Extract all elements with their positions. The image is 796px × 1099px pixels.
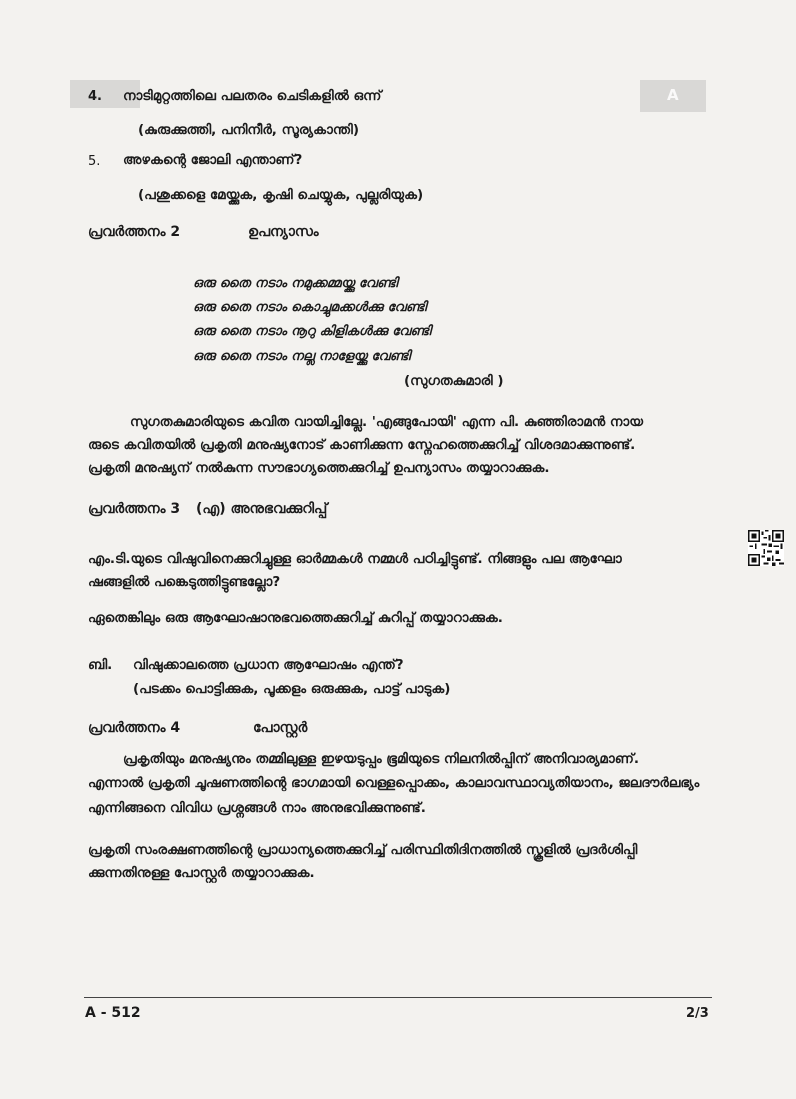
footer-page-number: 2/3 (686, 1006, 709, 1021)
activity-3-instruction: ഏതെങ്കിലും ഒരു ആഘോഷാനുഭവത്തെക്കുറിച്ച് കുറിപ്പ് തയ്യാറാക്കുക. (88, 610, 503, 626)
activity-3-label: പ്രവർത്തനം 3 (88, 501, 181, 517)
activity-4-label: പ്രവർത്തനം 4 (88, 720, 181, 736)
activity-4-paragraph-line-3: എന്നിങ്ങനെ വിവിധ പ്രശ്നങ്ങൾ നാം അനുഭവിക്കുന്നുണ്ട്. (88, 800, 426, 816)
question-5-options: (പശുക്കളെ മേയ്ക്കുക, കൃഷി ചെയ്യുക, പുല്ലരിയുക) (138, 187, 424, 203)
question-4-options: (കുരുക്കുത്തി, പനിനീർ, സൂര്യകാന്തി) (138, 122, 360, 138)
activity-4-task-line-2: ക്കുന്നതിനുള്ള പോസ്റ്റർ തയ്യാറാക്കുക. (88, 865, 315, 881)
activity-4-task-line-1: പ്രകൃതി സംരക്ഷണത്തിന്റെ പ്രാധാന്യത്തെക്കുറിച്ച് പരിസ്ഥിതിദിനത്തിൽ സ്കൂളിൽ പ്രദർശിപ്പി (88, 842, 638, 858)
corner-letter: A (667, 86, 679, 104)
activity-3-part-b-label: ബി. (88, 657, 113, 673)
question-4-number: 4. (88, 89, 102, 104)
poem-line-3: ഒരു തൈ നടാം നൂറു കിളികൾക്കു വേണ്ടി (193, 324, 431, 339)
question-4-text: നാടിമുറ്റത്തിലെ പലതരം ചെടികളിൽ ഒന്ന് (123, 88, 382, 104)
poem-line-1: ഒരു തൈ നടാം നമുക്കമ്മയ്ക്കു വേണ്ടി (193, 276, 398, 291)
question-5-number: 5. (88, 154, 101, 169)
activity-2-label: പ്രവർത്തനം 2 (88, 224, 181, 240)
activity-4-paragraph-line-1: പ്രകൃതിയും മനുഷ്യനും തമ്മിലുള്ള ഇഴയടുപ്പം ഭൂമിയുടെ നിലനിൽപ്പിന് അനിവാര്യമാണ്. (123, 751, 639, 767)
footer-paper-code: A - 512 (85, 1005, 141, 1021)
activity-3-part-b-options: (പടക്കം പൊട്ടിക്കുക, പൂക്കളം ഒരുക്കുക, പാട്ട് പാടുക) (133, 681, 451, 697)
poem-line-4: ഒരു തൈ നടാം നല്ല നാളേയ്ക്കു വേണ്ടി (193, 349, 411, 364)
question-5-text: അഴകന്റെ ജോലി എന്താണ്? (123, 152, 303, 168)
qr-code-icon (748, 530, 784, 566)
activity-3-part-a: (എ) അനുഭവക്കുറിപ്പ് (196, 501, 328, 517)
activity-4-type: പോസ്റ്റർ (253, 720, 308, 736)
activity-4-paragraph-line-2: എന്നാൽ പ്രകൃതി ചൂഷണത്തിന്റെ ഭാഗമായി വെള്ളപ്പൊക്കം, കാലാവസ്ഥാവ്യതിയാനം, ജലദൗർലഭ്യം (88, 775, 700, 791)
activity-2-paragraph-line-2: രുടെ കവിതയിൽ പ്രകൃതി മനുഷ്യനോട് കാണിക്കുന്ന സ്നേഹത്തെക്കുറിച്ച് വിശദമാക്കുന്നുണ്ട്. (88, 437, 636, 453)
activity-2-type: ഉപന്യാസം (248, 224, 319, 240)
activity-2-paragraph-line-3: പ്രകൃതി മനുഷ്യന് നൽകുന്ന സൗഭാഗ്യത്തെക്കുറിച്ച് ഉപന്യാസം തയ്യാറാക്കുക. (88, 460, 550, 476)
footer-rule (84, 997, 712, 998)
activity-3-part-b-question: വിഷുക്കാലത്തെ പ്രധാന ആഘോഷം എന്ത്? (133, 657, 404, 673)
activity-2-paragraph-line-1: സുഗതകുമാരിയുടെ കവിത വായിച്ചില്ലേ. 'എങ്ങുപോയി' എന്ന പി. കുഞ്ഞിരാമൻ നായ (130, 414, 644, 430)
activity-3-line-1: എം.ടി.യുടെ വിഷുവിനെക്കുറിച്ചുള്ള ഓർമ്മകൾ നമ്മൾ പഠിച്ചിട്ടുണ്ട്. നിങ്ങളും പല ആഘോ (88, 551, 622, 567)
activity-3-line-2: ഷങ്ങളിൽ പങ്കെടുത്തിട്ടുണ്ടല്ലോ? (88, 574, 281, 590)
poem-author: (സുഗതകുമാരി ) (404, 373, 504, 389)
poem-line-2: ഒരു തൈ നടാം കൊച്ചുമക്കൾക്കു വേണ്ടി (193, 300, 427, 315)
